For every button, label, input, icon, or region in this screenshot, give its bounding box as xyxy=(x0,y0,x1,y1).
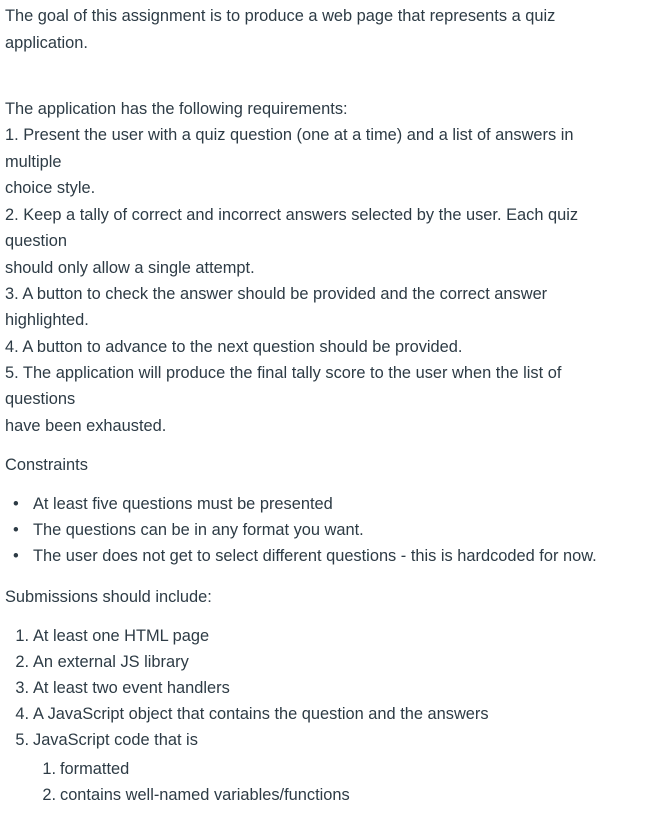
constraints-heading: Constraints xyxy=(5,456,88,474)
list-number: 1. xyxy=(15,627,29,645)
requirement-line: 1. Present the user with a quiz question (one at a time) and a list of answers in xyxy=(5,126,574,144)
list-item xyxy=(15,701,489,727)
list-number: 2. xyxy=(42,786,56,804)
submissions-list xyxy=(15,623,489,753)
constraint-text: The user does not get to select different questions - this is hardcoded for now. xyxy=(33,547,597,565)
intro-line-2: application. xyxy=(5,34,88,52)
requirement-line: should only allow a single attempt. xyxy=(5,259,255,277)
intro-line-1: The goal of this assignment is to produce a web page that represents a quiz xyxy=(5,7,556,25)
list-number: 4. xyxy=(15,705,29,723)
requirement-line: questions xyxy=(5,390,76,408)
bullet-icon: • xyxy=(13,495,19,513)
list-item xyxy=(13,517,597,543)
list-number: 3. xyxy=(15,679,29,697)
submission-text: JavaScript code that is xyxy=(33,731,198,749)
requirement-line: question xyxy=(5,232,67,250)
submissions-sub-list xyxy=(42,756,350,808)
requirement-line: highlighted. xyxy=(5,311,89,329)
list-item xyxy=(13,543,597,569)
requirement-line: choice style. xyxy=(5,179,96,197)
requirement-line: 3. A button to check the answer should be provided and the correct answer xyxy=(5,285,548,303)
requirement-line: multiple xyxy=(5,153,62,171)
submission-text: At least two event handlers xyxy=(33,679,230,697)
submission-text: A JavaScript object that contains the question and the answers xyxy=(33,705,489,723)
list-number: 5. xyxy=(15,731,29,749)
list-item xyxy=(15,623,489,649)
requirement-line: have been exhausted. xyxy=(5,417,167,435)
constraint-text: The questions can be in any format you want. xyxy=(33,521,364,539)
constraints-list xyxy=(13,491,597,569)
list-item xyxy=(13,491,597,517)
requirement-line: 5. The application will produce the final tally score to the user when the list of xyxy=(5,364,562,382)
list-number: 1. xyxy=(42,760,56,778)
list-item xyxy=(15,675,489,701)
submission-sub-text: formatted xyxy=(60,760,130,778)
list-item xyxy=(15,649,489,675)
list-item xyxy=(42,782,350,808)
requirements-heading: The application has the following requirements: xyxy=(5,100,348,118)
submission-text: An external JS library xyxy=(33,653,189,671)
list-number: 2. xyxy=(15,653,29,671)
list-item xyxy=(42,756,350,782)
requirement-line: 4. A button to advance to the next question should be provided. xyxy=(5,338,463,356)
constraint-text: At least five questions must be presented xyxy=(33,495,333,513)
requirement-line: 2. Keep a tally of correct and incorrect answers selected by the user. Each quiz xyxy=(5,206,579,224)
submission-text: At least one HTML page xyxy=(33,627,210,645)
bullet-icon: • xyxy=(13,521,19,539)
submission-sub-text: contains well-named variables/functions xyxy=(60,786,350,804)
list-item xyxy=(15,727,489,753)
bullet-icon: • xyxy=(13,547,19,565)
submissions-heading: Submissions should include: xyxy=(5,588,212,606)
